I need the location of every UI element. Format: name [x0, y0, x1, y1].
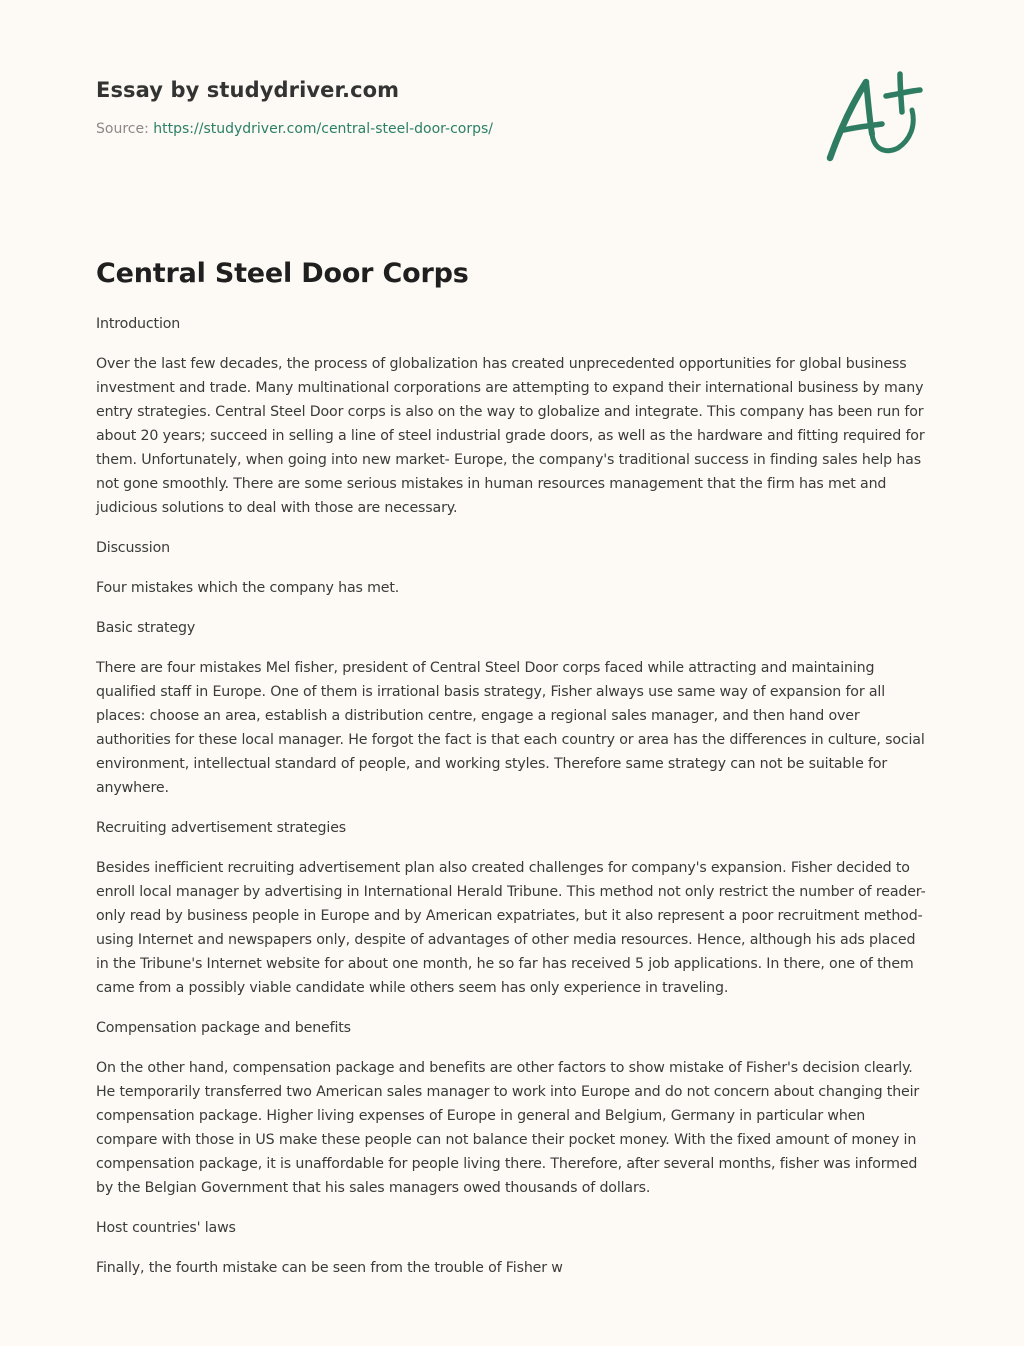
- paragraph-basic-strategy: There are four mistakes Mel fisher, president of Central Steel Door corps faced while attracting and maintaining qualified staff in Europe. One of them is irrational basis strategy, Fisher always use same way of expansion for all places: choose an area, establish a distribution centre, engage a regional sales manager, and then hand over authorities for these local manager. He forgot the fact is that each country or area has the differences in culture, social environment, intellectual standard of people, and working styles. Therefore same strategy can not be suitable for anywhere.: [96, 660, 925, 796]
- section-heading-recruiting: Recruiting advertisement strategies: [96, 820, 347, 836]
- paragraph-introduction: Over the last few decades, the process of globalization has created unprecedented opportunities for global business investment and trade. Many multinational corporations are attempting to expand their international business by many entry strategies. Central Steel Door corps is also on the way to globalize and integrate. This company has been run for about 20 years; succeed in selling a line of steel industrial grade doors, as well as the hardware and fitting required for them. Unfortunately, when going into new market- Europe, the company's traditional success in finding sales help has not gone smoothly. There are some serious mistakes in human resources management that the firm has met and judicious solutions to deal with those are necessary.: [96, 356, 925, 516]
- paragraph-host-laws: Finally, the fourth mistake can be seen from the trouble of Fisher w: [96, 1260, 563, 1276]
- section-heading-introduction: Introduction: [96, 316, 181, 332]
- a-plus-grade-icon: [822, 68, 930, 164]
- paragraph-compensation: On the other hand, compensation package and benefits are other factors to show mistake of Fisher's decision clearly. He temporarily transferred two American sales manager to work into Europe and do not concern about changing their compensation package. Higher living expenses of Europe in general and Belgium, Germany in particular when compare with those in US make these people can not balance their pocket money. With the fixed amount of money in compensation package, it is unaffordable for people living there. Therefore, after several months, fisher was informed by the Belgian Government that his sales managers owed thousands of dollars.: [96, 1060, 920, 1196]
- page-header: [96, 74, 796, 139]
- section-heading-compensation: Compensation package and benefits: [96, 1020, 351, 1036]
- source-line: [96, 119, 796, 139]
- paragraph-recruiting: Besides inefficient recruiting advertisement plan also created challenges for company's expansion. Fisher decided to enroll local manager by advertising in International Herald Tribune. This method not only restrict the number of reader- only read by business people in Europe and by American expatriates, but it also represent a poor recruitment method- using Internet and newspapers only, despite of advantages of other media resources. Hence, although his ads placed in the Tribune's Internet website for about one month, he so far has received 5 job applications. In there, one of them came from a possibly viable candidate while others seem has only experience in traveling.: [96, 860, 926, 996]
- paragraph-discussion: Four mistakes which the company has met.: [96, 580, 400, 596]
- section-heading-discussion: Discussion: [96, 540, 170, 556]
- section-heading-host-laws: Host countries' laws: [96, 1220, 236, 1236]
- essay-content: [96, 254, 928, 1296]
- source-label: Source:: [96, 121, 154, 137]
- source-link[interactable]: https://studydriver.com/central-steel-door-corps/: [153, 121, 493, 137]
- essay-title: Central Steel Door Corps: [96, 258, 469, 289]
- site-title: Essay by studydriver.com: [96, 78, 400, 102]
- section-heading-basic-strategy: Basic strategy: [96, 620, 196, 636]
